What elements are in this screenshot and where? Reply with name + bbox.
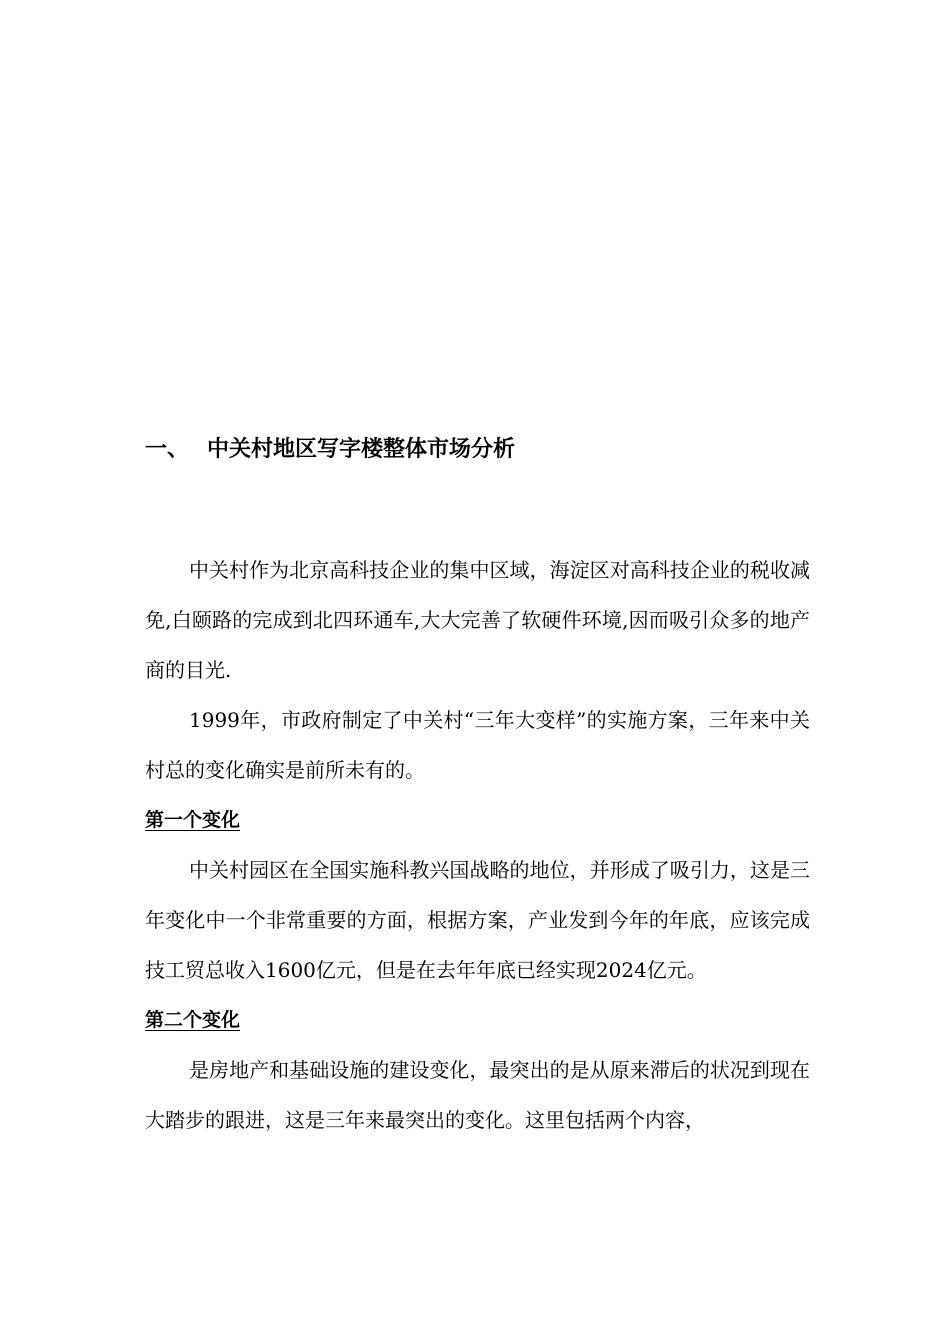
change-1-paragraph: 中关村园区在全国实施科教兴国战略的地位，并形成了吸引力，这是三年变化中一个非常重要的方面，根据方案，产业发到今年的年底，应该完成技工贸总收入1600亿元，但是在去年年底已经实现2024亿元。 — [145, 858, 810, 982]
change-2-title: 第二个变化 — [145, 1009, 241, 1031]
change-1-title: 第一个变化 — [145, 809, 241, 831]
section-number: 一、 — [145, 437, 190, 462]
document-body — [145, 430, 810, 1145]
change-2-paragraph: 是房地产和基础设施的建设变化，最突出的是从原来滞后的状况到现在大踏步的跟进，这是三年来最突出的变化。这里包括两个内容， — [145, 1058, 810, 1132]
change-1-heading — [145, 795, 810, 845]
section-heading — [145, 430, 810, 470]
intro-paragraph: 中关村作为北京高科技企业的集中区域，海淀区对高科技企业的税收减免,白颐路的完成到北四环通车,大大完善了软硬件环境,因而吸引众多的地产商的目光. — [145, 558, 810, 682]
plan-paragraph: 1999年，市政府制定了中关村“三年大变样”的实施方案，三年来中关村总的变化确实是前所未有的。 — [145, 708, 810, 782]
change-2-heading — [145, 995, 810, 1045]
section-title: 中关村地区写字楼整体市场分析 — [207, 437, 516, 462]
